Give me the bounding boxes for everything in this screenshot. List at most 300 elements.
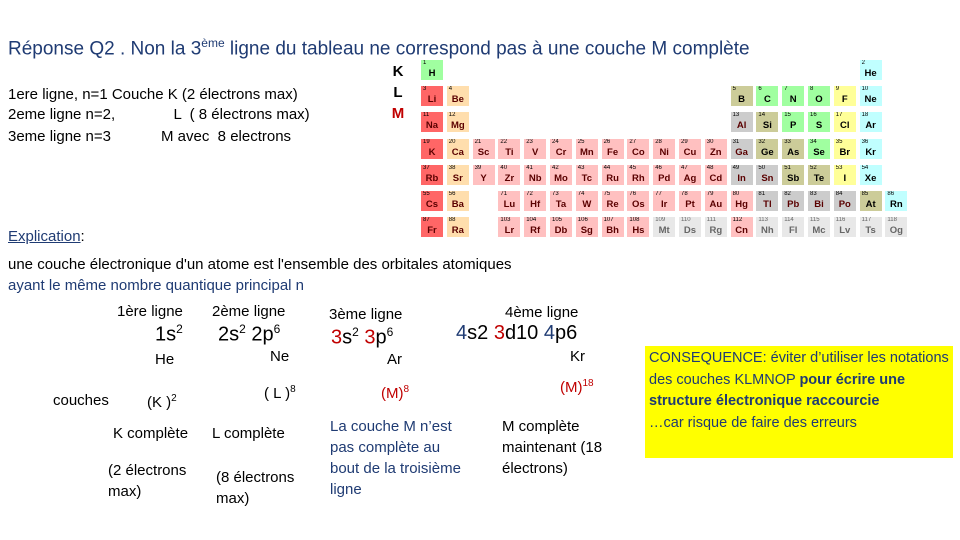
atomic-number: 105 xyxy=(552,217,563,224)
element-cell-rh xyxy=(626,164,650,186)
atomic-number: 50 xyxy=(758,164,766,171)
element-symbol: Mc xyxy=(812,225,826,237)
atomic-number: 27 xyxy=(629,138,637,145)
atomic-number: 4 xyxy=(448,86,453,93)
atomic-number: 113 xyxy=(758,217,768,224)
element-cell-ca xyxy=(446,138,470,160)
element-cell-ra xyxy=(446,216,470,238)
atomic-number: 73 xyxy=(552,191,559,197)
element-symbol: Mt xyxy=(658,225,670,237)
element-cell-se xyxy=(807,138,831,160)
element-ar: Ar xyxy=(387,351,402,368)
label-row-4: 4ème ligne xyxy=(505,304,579,321)
element-cell-ag xyxy=(678,164,702,186)
element-symbol: Fe xyxy=(607,146,619,158)
note-l-max: (8 électrons max) xyxy=(216,469,295,507)
atomic-number: 80 xyxy=(732,191,740,197)
element-symbol: Pb xyxy=(787,199,800,210)
atomic-number: 117 xyxy=(861,217,872,224)
atomic-number: 107 xyxy=(603,217,614,224)
element-cell-os xyxy=(626,190,650,212)
atomic-number: 14 xyxy=(758,112,766,119)
explication-text-1: une couche électronique d'un atome est l'ensemble des orbitales atomiques xyxy=(8,256,512,273)
element-cell-i xyxy=(833,164,857,186)
element-symbol: Tl xyxy=(763,199,772,210)
element-symbol: Lu xyxy=(503,199,516,210)
atomic-number: 31 xyxy=(732,138,740,145)
atomic-number: 7 xyxy=(784,86,788,93)
element-cell-y xyxy=(472,164,496,186)
element-cell-cn xyxy=(730,216,754,238)
couches-label: couches xyxy=(53,392,109,409)
element-cell-cr xyxy=(549,138,573,160)
atomic-number: 88 xyxy=(448,217,456,224)
atomic-number: 47 xyxy=(681,164,688,171)
atomic-number: 55 xyxy=(423,191,430,197)
element-symbol: Hf xyxy=(530,199,541,210)
element-cell-tc xyxy=(575,164,599,186)
element-symbol: Db xyxy=(554,225,568,237)
element-symbol: Zr xyxy=(504,172,515,184)
note-k-max: (2 électrons max) xyxy=(108,462,187,500)
element-symbol: H xyxy=(428,68,436,79)
element-cell-s xyxy=(807,111,831,133)
shell-m-18: $(M)^{18}$ xyxy=(560,378,594,396)
element-cell-ba xyxy=(446,190,470,212)
atomic-number: 83 xyxy=(810,191,817,197)
atomic-number: 110 xyxy=(681,217,691,224)
element-symbol: Bi xyxy=(814,199,824,210)
element-cell-cu xyxy=(678,138,702,160)
row-info-1: 1ere ligne, n=1 Couche K (2 électrons max) xyxy=(8,86,298,103)
row-info-2: 2eme ligne n=2, L ( 8 électrons max) xyxy=(8,106,310,123)
atomic-number: 56 xyxy=(448,191,456,197)
element-symbol: Cl xyxy=(840,120,850,132)
element-symbol: Fl xyxy=(788,225,798,237)
element-symbol: Cn xyxy=(735,225,748,237)
element-symbol: Rn xyxy=(890,199,903,210)
atomic-number: 10 xyxy=(861,86,869,93)
element-symbol: Cs xyxy=(425,199,439,210)
element-cell-na xyxy=(420,111,444,133)
atomic-number: 41 xyxy=(526,164,533,171)
element-symbol: F xyxy=(841,94,848,106)
atomic-number: 28 xyxy=(655,138,662,145)
element-cell-tl xyxy=(755,190,779,212)
atomic-number: 81 xyxy=(758,191,766,197)
element-symbol: Sn xyxy=(761,172,774,184)
element-symbol: S xyxy=(815,120,823,132)
element-cell-au xyxy=(704,190,728,212)
atomic-number: 53 xyxy=(835,164,843,171)
element-symbol: Ga xyxy=(735,146,748,158)
element-symbol: Rh xyxy=(632,172,645,184)
atomic-number: 30 xyxy=(706,138,714,145)
element-he: He xyxy=(155,351,175,368)
element-symbol: In xyxy=(737,172,746,184)
element-cell-lv xyxy=(833,216,857,238)
atomic-number: 48 xyxy=(706,164,714,171)
element-symbol: Hs xyxy=(632,225,645,237)
element-cell-po xyxy=(833,190,857,212)
element-cell-k xyxy=(420,138,444,160)
atomic-number: 3 xyxy=(423,86,427,93)
element-cell-o xyxy=(807,85,831,107)
atomic-number: 79 xyxy=(706,191,714,197)
element-cell-n xyxy=(781,85,805,107)
element-cell-b xyxy=(730,85,754,107)
element-symbol: Sb xyxy=(787,172,800,184)
element-symbol: Mg xyxy=(450,120,465,132)
atomic-number: 17 xyxy=(835,112,843,119)
element-cell-ga xyxy=(730,138,754,160)
element-symbol: As xyxy=(787,146,800,158)
explication-heading: Explication: xyxy=(8,228,85,245)
atomic-number: 34 xyxy=(810,138,817,145)
atomic-number: 116 xyxy=(835,217,846,224)
atomic-number: 71 xyxy=(500,191,508,197)
element-symbol: Cd xyxy=(709,172,723,184)
element-cell-al xyxy=(730,111,754,133)
element-cell-cl xyxy=(833,111,857,133)
element-cell-at xyxy=(859,190,883,212)
element-symbol: P xyxy=(790,120,797,132)
atomic-number: 82 xyxy=(784,191,791,197)
element-cell-sb xyxy=(781,164,805,186)
atomic-number: 11 xyxy=(423,112,430,119)
element-cell-kr xyxy=(859,138,883,160)
atomic-number: 12 xyxy=(448,112,456,119)
element-symbol: B xyxy=(738,94,746,106)
element-cell-be xyxy=(446,85,470,107)
atomic-number: 19 xyxy=(423,138,430,145)
element-cell-bh xyxy=(601,216,625,238)
atomic-number: 22 xyxy=(500,138,508,145)
element-symbol: Sr xyxy=(452,172,463,184)
element-cell-nb xyxy=(523,164,547,186)
shell-letter-k: K xyxy=(392,63,404,80)
element-symbol: O xyxy=(815,94,823,106)
element-symbol: Nb xyxy=(528,172,542,184)
element-cell-cd xyxy=(704,164,728,186)
shell-k: (K )$^2$ xyxy=(147,393,177,411)
element-symbol: Ni xyxy=(659,146,669,158)
element-symbol: Ar xyxy=(865,120,876,132)
config-1s-text: 1s xyxy=(155,323,177,346)
element-symbol: Lr xyxy=(504,225,515,237)
element-symbol: C xyxy=(763,94,771,106)
element-symbol: Fr xyxy=(427,225,437,237)
config-1s xyxy=(155,322,183,347)
element-symbol: Ne xyxy=(864,94,877,106)
element-symbol: Nh xyxy=(761,225,774,237)
element-symbol: Ru xyxy=(606,172,619,184)
atomic-number: 106 xyxy=(577,217,588,224)
atomic-number: 52 xyxy=(810,164,817,171)
atomic-number: 49 xyxy=(732,164,740,171)
element-symbol: Te xyxy=(813,172,825,184)
atomic-number: 15 xyxy=(784,112,791,119)
label-row-2: 2ème ligne xyxy=(212,303,286,320)
element-cell-mt xyxy=(652,216,676,238)
element-symbol: V xyxy=(532,146,539,158)
element-symbol: At xyxy=(865,199,876,210)
element-symbol: Ds xyxy=(683,225,697,237)
element-cell-rf xyxy=(523,216,547,238)
atomic-number: 104 xyxy=(526,217,537,224)
element-cell-ar xyxy=(859,111,883,133)
element-symbol: Xe xyxy=(864,172,877,184)
atomic-number: 32 xyxy=(758,138,766,145)
element-cell-cs xyxy=(420,190,444,212)
atomic-number: 39 xyxy=(474,164,482,171)
atomic-number: 54 xyxy=(861,164,869,171)
atomic-number: 21 xyxy=(474,138,482,145)
element-symbol: Sc xyxy=(477,146,490,158)
element-symbol: Co xyxy=(632,146,645,158)
element-symbol: Be xyxy=(451,94,464,106)
element-symbol: Rf xyxy=(530,225,541,237)
atomic-number: 42 xyxy=(552,164,559,171)
config-1s-sup: 2 xyxy=(176,322,183,336)
element-cell-v xyxy=(523,138,547,160)
element-symbol: Se xyxy=(813,146,825,158)
consequence-box: CONSEQUENCE: éviter d’utiliser les notations des couches KLMNOP pour écrire une structure électronique raccourcie …car risque de faire des erreurs xyxy=(645,346,953,458)
element-symbol: Cr xyxy=(555,146,567,158)
element-symbol: Ir xyxy=(661,199,668,210)
element-cell-lr xyxy=(497,216,521,238)
atomic-number: 72 xyxy=(526,191,533,197)
atomic-number: 6 xyxy=(758,86,762,93)
element-cell-mc xyxy=(807,216,831,238)
element-cell-ru xyxy=(601,164,625,186)
element-symbol: Na xyxy=(425,120,439,132)
shell-letter-m: M xyxy=(391,105,405,122)
element-symbol: W xyxy=(582,199,592,210)
config-4s3d4p: 4s2 3d10 4p6 xyxy=(456,322,578,344)
atomic-number: 20 xyxy=(448,138,456,145)
element-cell-fl xyxy=(781,216,805,238)
atomic-number: 114 xyxy=(784,217,794,224)
atomic-number: 46 xyxy=(655,164,662,171)
element-cell-xe xyxy=(859,164,883,186)
atomic-number: 111 xyxy=(706,217,716,224)
element-cell-ta xyxy=(549,190,573,212)
element-cell-ge xyxy=(755,138,779,160)
element-cell-db xyxy=(549,216,573,238)
atomic-number: 115 xyxy=(810,217,820,224)
element-cell-si xyxy=(755,111,779,133)
atomic-number: 35 xyxy=(835,138,843,145)
atomic-number: 29 xyxy=(681,138,688,145)
element-cell-c xyxy=(755,85,779,107)
element-symbol: Os xyxy=(632,199,645,210)
explication-text-2: ayant le même nombre quantique principal n xyxy=(8,277,305,294)
element-cell-co xyxy=(626,138,650,160)
element-cell-rb xyxy=(420,164,444,186)
element-symbol: Ba xyxy=(451,199,464,210)
element-cell-hs xyxy=(626,216,650,238)
atomic-number: 24 xyxy=(552,138,559,145)
atomic-number: 23 xyxy=(526,138,533,145)
atomic-number: 76 xyxy=(629,191,637,197)
label-row-3: 3ème ligne xyxy=(329,306,403,323)
element-symbol: Re xyxy=(606,199,619,210)
element-cell-ne xyxy=(859,85,883,107)
element-kr: Kr xyxy=(570,348,585,365)
element-cell-w xyxy=(575,190,599,212)
atomic-number: 78 xyxy=(681,191,688,197)
element-cell-in xyxy=(730,164,754,186)
atomic-number: 108 xyxy=(629,217,640,224)
element-cell-mg xyxy=(446,111,470,133)
element-cell-re xyxy=(601,190,625,212)
atomic-number: 25 xyxy=(577,138,585,145)
atomic-number: 38 xyxy=(448,164,456,171)
element-symbol: Tc xyxy=(581,172,592,184)
element-cell-sn xyxy=(755,164,779,186)
atomic-number: 84 xyxy=(835,191,843,197)
atomic-number: 2 xyxy=(861,60,865,66)
element-cell-h xyxy=(420,59,444,81)
element-symbol: Pd xyxy=(658,172,671,184)
element-cell-zr xyxy=(497,164,521,186)
element-cell-as xyxy=(781,138,805,160)
page-title: Réponse Q2 . Non la 3ème ligne du tableau ne correspond pas à une couche M complète xyxy=(8,36,750,60)
element-ne: Ne xyxy=(270,348,290,365)
element-symbol: Ts xyxy=(865,225,876,237)
shell-letter-l: L xyxy=(393,84,403,101)
element-symbol: I xyxy=(843,172,847,184)
element-symbol: Zn xyxy=(709,146,722,158)
shell-m-8: $(M)^8$ xyxy=(381,384,410,402)
element-cell-rn xyxy=(884,190,908,212)
element-cell-ts xyxy=(859,216,883,238)
atomic-number: 85 xyxy=(861,191,869,197)
element-cell-pd xyxy=(652,164,676,186)
note-l-complete: L complète xyxy=(212,425,285,442)
element-symbol: Au xyxy=(709,199,723,210)
atomic-number: 86 xyxy=(887,191,895,197)
element-cell-sc xyxy=(472,138,496,160)
element-symbol: Li xyxy=(427,94,437,106)
atomic-number: 103 xyxy=(500,217,511,224)
element-symbol: Br xyxy=(839,146,851,158)
element-symbol: Ra xyxy=(451,225,464,237)
element-cell-mn xyxy=(575,138,599,160)
element-symbol: Sg xyxy=(580,225,593,237)
element-cell-te xyxy=(807,164,831,186)
element-symbol: Pt xyxy=(685,199,695,210)
element-symbol: Cu xyxy=(683,146,697,158)
element-cell-ni xyxy=(652,138,676,160)
element-cell-ir xyxy=(652,190,676,212)
shell-l: ( L )$^8$ xyxy=(264,384,296,402)
element-cell-br xyxy=(833,138,857,160)
element-symbol: Kr xyxy=(865,146,876,158)
element-cell-pt xyxy=(678,190,702,212)
element-cell-p xyxy=(781,111,805,133)
element-cell-fr xyxy=(420,216,444,238)
element-cell-nh xyxy=(755,216,779,238)
element-cell-sr xyxy=(446,164,470,186)
atomic-number: 74 xyxy=(577,191,585,197)
element-symbol: N xyxy=(789,94,797,106)
element-cell-og xyxy=(884,216,908,238)
atomic-number: 18 xyxy=(861,112,869,119)
atomic-number: 44 xyxy=(603,164,611,171)
element-symbol: Al xyxy=(736,120,747,132)
element-cell-ti xyxy=(497,138,521,160)
element-cell-fe xyxy=(601,138,625,160)
element-cell-mo xyxy=(549,164,573,186)
element-symbol: Ge xyxy=(761,146,774,158)
element-symbol: Lv xyxy=(839,225,851,237)
atomic-number: 13 xyxy=(732,112,740,119)
element-symbol: Ag xyxy=(683,172,697,184)
atomic-number: 77 xyxy=(655,191,662,197)
atomic-number: 75 xyxy=(603,191,611,197)
element-symbol: Po xyxy=(838,199,851,210)
atomic-number: 118 xyxy=(887,217,897,224)
element-symbol: Hg xyxy=(735,199,748,210)
atomic-number: 8 xyxy=(810,86,814,93)
atomic-number: 87 xyxy=(423,217,430,224)
atomic-number: 16 xyxy=(810,112,817,119)
element-cell-lu xyxy=(497,190,521,212)
element-symbol: Ta xyxy=(555,199,567,210)
atomic-number: 9 xyxy=(835,86,840,93)
periodic-table xyxy=(420,59,910,244)
element-symbol: He xyxy=(864,68,877,79)
element-symbol: Mo xyxy=(554,172,568,184)
atomic-number: 36 xyxy=(861,138,869,145)
element-symbol: Si xyxy=(762,120,772,132)
atomic-number: 112 xyxy=(732,217,743,224)
element-cell-pb xyxy=(781,190,805,212)
element-cell-he xyxy=(859,59,883,81)
atomic-number: 109 xyxy=(655,217,666,224)
element-symbol: Rg xyxy=(709,225,723,237)
atomic-number: 26 xyxy=(603,138,611,145)
label-row-1: 1ère ligne xyxy=(117,303,183,320)
config-2s2p: $2s^2$ $2p^6$ xyxy=(218,322,281,346)
atomic-number: 5 xyxy=(732,86,736,93)
element-cell-rg xyxy=(704,216,728,238)
atomic-number: 43 xyxy=(577,164,585,171)
element-symbol: Bh xyxy=(606,225,619,237)
note-m-incomplete: La couche M n’est pas complète au bout de la troisième ligne xyxy=(330,418,461,498)
atomic-number: 51 xyxy=(784,164,791,171)
element-cell-f xyxy=(833,85,857,107)
note-m-complete: M complète maintenant (18 électrons) xyxy=(502,418,603,477)
atomic-number: 37 xyxy=(423,164,430,171)
element-symbol: Mn xyxy=(579,146,594,158)
element-cell-bi xyxy=(807,190,831,212)
element-cell-hg xyxy=(730,190,754,212)
element-cell-hf xyxy=(523,190,547,212)
element-symbol: Ti xyxy=(505,146,514,158)
element-symbol: Ca xyxy=(451,146,464,158)
element-symbol: Rb xyxy=(425,172,439,184)
element-symbol: Og xyxy=(889,225,903,237)
config-3s3p: $3s^2$ $3p^6$ xyxy=(331,325,394,349)
element-symbol: Y xyxy=(480,172,487,184)
note-k-complete: K complète xyxy=(113,425,189,442)
element-cell-sg xyxy=(575,216,599,238)
atomic-number: 33 xyxy=(784,138,791,145)
element-cell-zn xyxy=(704,138,728,160)
